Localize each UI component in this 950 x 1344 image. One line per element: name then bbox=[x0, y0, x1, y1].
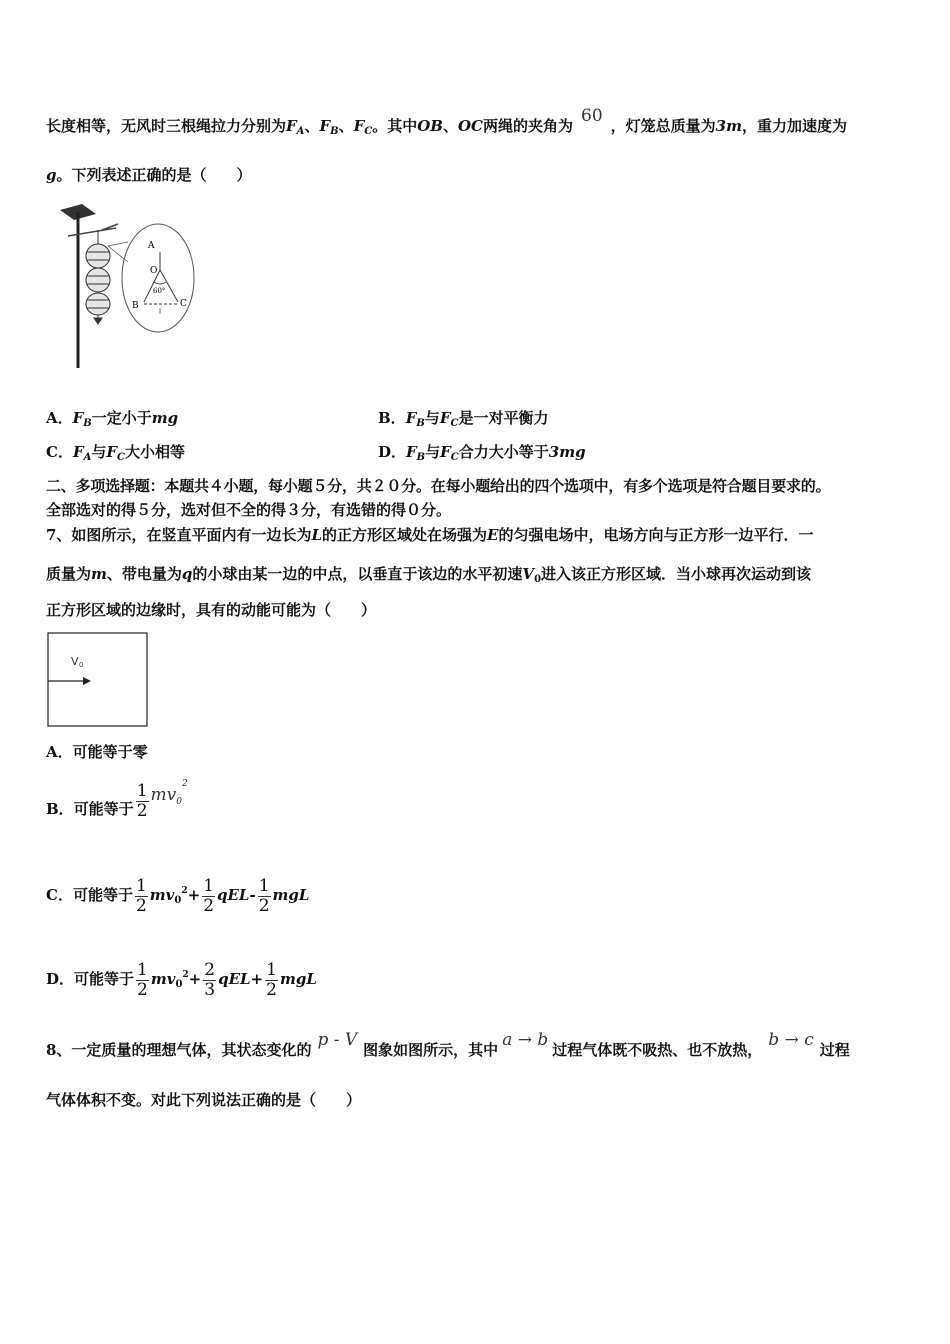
q8-text-d: 过程 bbox=[819, 1041, 850, 1059]
denominator: 2 bbox=[137, 979, 148, 1000]
q7-text-a: 质量为 bbox=[46, 565, 92, 583]
rope-ob: OB bbox=[417, 117, 443, 135]
expr: mv bbox=[150, 785, 177, 805]
term: qEL bbox=[218, 970, 251, 988]
force-sub: A bbox=[83, 452, 92, 463]
q6-option-d[interactable] bbox=[378, 442, 586, 468]
q7-stem-line3: 正方形区域的边缘时，具有的动能可能为（ ） bbox=[46, 601, 377, 619]
term-sup: 2 bbox=[181, 886, 188, 896]
numerator: 1 bbox=[137, 959, 148, 980]
q8-text-a: 8、一定质量的理想气体，其状态变化的 bbox=[46, 1041, 312, 1059]
q6-question: 。下列表述正确的是（ ） bbox=[56, 166, 252, 184]
process-bc: b → c bbox=[768, 1030, 814, 1050]
q6-stem-line2 bbox=[46, 165, 252, 185]
force-symbol: F bbox=[72, 443, 84, 461]
q7-text-b: 、带电量为 bbox=[106, 565, 182, 583]
option-text: D．可能等于 bbox=[46, 970, 135, 988]
q8-stem-line2: 气体体积不变。对此下列说法正确的是（ ） bbox=[46, 1091, 362, 1109]
q7-option-d[interactable] bbox=[46, 946, 317, 1006]
option-tail: 3mg bbox=[548, 443, 586, 461]
numerator: 1 bbox=[135, 875, 147, 896]
mass-symbol: m bbox=[91, 565, 107, 583]
lanterns bbox=[86, 230, 110, 324]
force-c: F bbox=[353, 117, 365, 135]
force-symbol-2: F bbox=[439, 409, 451, 427]
q7-stem-line1 bbox=[46, 525, 813, 545]
term: qEL bbox=[217, 886, 250, 904]
label-c: C bbox=[180, 299, 187, 309]
q7-option-c[interactable] bbox=[46, 862, 309, 922]
fraction bbox=[136, 782, 149, 821]
fraction bbox=[265, 961, 278, 1000]
option-mid: 与 bbox=[424, 409, 440, 427]
force-c-sub: C bbox=[364, 126, 373, 137]
q7-option-b[interactable] bbox=[46, 780, 188, 840]
square-region bbox=[48, 633, 147, 726]
fraction bbox=[136, 961, 149, 1000]
denominator: 2 bbox=[135, 895, 147, 916]
numerator: 1 bbox=[258, 875, 270, 896]
q6-option-b[interactable] bbox=[378, 408, 548, 434]
term-sub: 0 bbox=[175, 979, 183, 990]
force-symbol: F bbox=[406, 443, 417, 461]
q6-text-d: ，灯笼总质量为 bbox=[610, 117, 716, 135]
q7-text-c: 的匀强电场中，电场方向与正方形一边平行．一 bbox=[498, 526, 814, 544]
term: mv bbox=[149, 886, 175, 904]
option-text: 合力大小等于 bbox=[458, 443, 549, 461]
numerator: 1 bbox=[136, 781, 148, 801]
q6-text-a: 长度相等，无风时三根绳拉力分别为 bbox=[46, 117, 287, 135]
option-mid: 与 bbox=[91, 443, 107, 461]
denominator: 3 bbox=[204, 979, 216, 1000]
operator: - bbox=[249, 886, 256, 904]
fraction bbox=[258, 877, 271, 916]
denominator: 2 bbox=[266, 979, 277, 1000]
process-ab: a → b bbox=[502, 1030, 549, 1050]
term-sup: 2 bbox=[182, 970, 189, 980]
term-sub: 0 bbox=[174, 895, 182, 906]
q6-text-e: ，重力加速度为 bbox=[741, 117, 847, 135]
side-length: L bbox=[311, 526, 322, 544]
option-text: 是一对平衡力 bbox=[458, 409, 549, 427]
q6-stem-line1 bbox=[46, 106, 847, 142]
term: mgL bbox=[279, 970, 317, 988]
q7-text-c: 的小球由某一边的中点，以垂直于该边的水平初速 bbox=[192, 565, 523, 583]
numerator: 1 bbox=[203, 875, 215, 896]
option-letter: D． bbox=[378, 443, 407, 461]
sep: 、 bbox=[442, 117, 458, 135]
charge-symbol: q bbox=[181, 565, 193, 583]
term: mv bbox=[150, 970, 176, 988]
sep: 、 bbox=[304, 117, 320, 135]
denominator: 2 bbox=[203, 895, 215, 916]
q6-text-c: 两绳的夹角为 bbox=[483, 117, 574, 135]
rope-oc: OC bbox=[457, 117, 483, 135]
force-sub: B bbox=[416, 418, 425, 429]
fraction bbox=[135, 877, 148, 916]
option-text: 大小相等 bbox=[125, 443, 186, 461]
label-b: B bbox=[132, 301, 139, 311]
detail-ellipse bbox=[122, 224, 194, 332]
option-letter: A． bbox=[46, 409, 73, 427]
force-b-sub: B bbox=[330, 126, 339, 137]
velocity-symbol: V bbox=[522, 565, 535, 583]
label-angle: 60° bbox=[153, 287, 166, 295]
velocity-label: V bbox=[71, 655, 79, 668]
force-sub: B bbox=[83, 418, 92, 429]
option-text: C．可能等于 bbox=[46, 886, 133, 904]
option-letter: B． bbox=[378, 409, 406, 427]
q7-text-a: 7、如图所示，在竖直平面内有一边长为 bbox=[46, 526, 312, 544]
force-sub: B bbox=[416, 452, 426, 463]
velocity-label-sub: 0 bbox=[79, 661, 84, 669]
expr-sup: 2 bbox=[181, 779, 188, 789]
force-a: F bbox=[286, 117, 297, 135]
denominator: 2 bbox=[136, 801, 148, 821]
q7-option-a[interactable]: A．可能等于零 bbox=[46, 743, 148, 761]
mass-value: 3m bbox=[715, 117, 742, 135]
option-text: 一定小于 bbox=[91, 409, 152, 427]
operator: + bbox=[188, 970, 202, 988]
q6-option-c[interactable] bbox=[46, 442, 185, 468]
operator: + bbox=[250, 970, 264, 988]
force-symbol: F bbox=[72, 409, 84, 427]
q7-stem-line2 bbox=[46, 564, 811, 590]
q6-option-a[interactable] bbox=[46, 408, 178, 434]
fraction bbox=[202, 877, 215, 916]
force-symbol-2: F bbox=[106, 443, 118, 461]
force-symbol-2: F bbox=[440, 443, 451, 461]
q7-text-d: 进入该正方形区域．当小球再次运动到该 bbox=[541, 565, 812, 583]
force-b: F bbox=[319, 117, 331, 135]
square-field-figure bbox=[47, 632, 149, 728]
q8-stem-line1 bbox=[46, 1030, 850, 1060]
numerator: 1 bbox=[266, 959, 277, 980]
option-mid: 与 bbox=[425, 443, 441, 461]
force-symbol: F bbox=[405, 409, 417, 427]
velocity-sub: 0 bbox=[534, 574, 542, 585]
sep: 、 bbox=[338, 117, 354, 135]
option-tail: mg bbox=[151, 409, 179, 427]
q8-text-c: 过程气体既不吸热、也不放热， bbox=[552, 1041, 763, 1059]
label-o: O bbox=[150, 266, 158, 276]
force-sub-2: C bbox=[450, 418, 459, 429]
force-a-sub: A bbox=[296, 126, 305, 137]
operator: + bbox=[187, 886, 201, 904]
field-strength: E bbox=[487, 526, 499, 544]
expr-sub: 0 bbox=[176, 797, 182, 807]
numerator: 2 bbox=[204, 959, 216, 980]
denominator: 2 bbox=[258, 895, 270, 916]
angle-value: 60 bbox=[581, 106, 603, 126]
q6-text-b: 。其中 bbox=[372, 117, 418, 135]
q7-text-b: 的正方形区域处在场强为 bbox=[322, 526, 488, 544]
section2-heading-line2: 全部选对的得５分，选对但不全的得３分，有选错的得０分。 bbox=[46, 501, 452, 519]
section2-heading-line1: 二、多项选择题：本题共４小题，每小题５分，共２０分。在每小题给出的四个选项中，有多个选项是符合题目要求的。 bbox=[46, 477, 831, 495]
lantern-pole-figure bbox=[52, 200, 200, 372]
option-letter: C． bbox=[46, 443, 73, 461]
gravity-symbol: g bbox=[46, 166, 57, 184]
force-sub-2: C bbox=[450, 452, 459, 463]
pv-symbol: p - V bbox=[317, 1030, 358, 1050]
force-sub-2: C bbox=[117, 452, 126, 463]
term: mgL bbox=[272, 886, 310, 904]
label-a: A bbox=[148, 241, 155, 251]
fraction bbox=[203, 961, 216, 1000]
option-text: B．可能等于 bbox=[46, 800, 134, 818]
q8-text-b: 图象如图所示，其中 bbox=[363, 1041, 499, 1059]
